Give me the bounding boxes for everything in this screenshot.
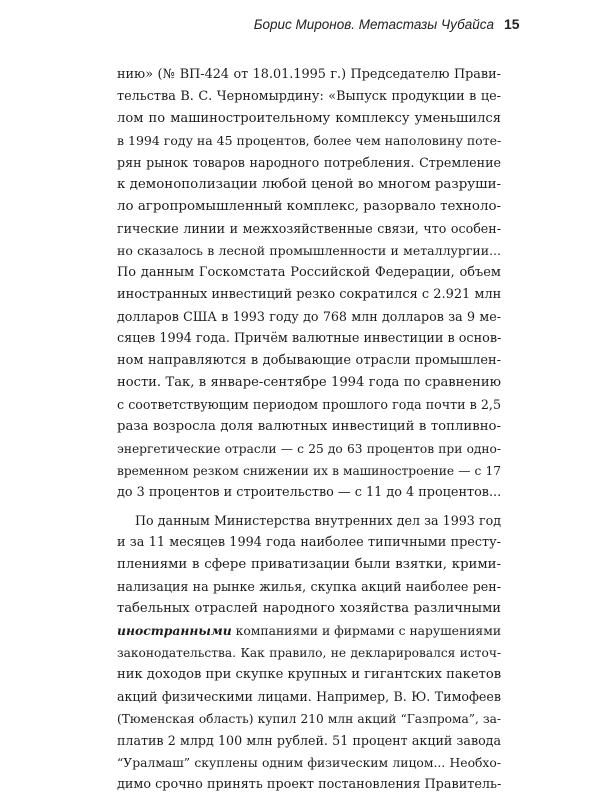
text-line: раза возросла доля валютных инвестиций в топливно- [117,419,501,434]
text-line: в 1994 году на 45 процентов, более чем наполовину поте- [117,133,502,148]
text-line: “Уралмаш” скуплены одним физическим лицом... Необхо- [117,756,501,770]
text-line: (Тюменская область) купил 210 млн акций “Газпрома”, за- [117,712,501,726]
paragraph-2 [117,510,501,796]
text-line: ном направляются в добывающие отрасли промышлен- [117,353,501,368]
text-line: ло агропромышленный комплекс, разорвало техноло- [117,199,502,214]
text-line: рян рынок товаров народного потребления. Стремление [117,155,501,170]
emphasis: иностранными [117,623,232,638]
text-line: и за 11 месяцев 1994 года наиболее типичными престу- [117,535,501,550]
text-line: лом по машиностроительному комплексу уменьшился [117,111,501,126]
text-line: долларов США в 1993 году до 768 млн долларов за 9 ме- [117,309,501,324]
text-line: гические линии и межхозяйственные связи, что особен- [117,221,501,236]
text-line: к демонополизации любой ценой во многом разруши- [117,177,502,192]
text-line: По данным Госкомстата Российской Федерации, объем [117,265,501,280]
text-line: димо срочно принять проект постановления Правитель- [117,777,502,792]
paragraph-1 [117,64,501,504]
text-line: акций физическими лицами. Например, В. Ю. Тимофеев [117,689,501,704]
text-line: По данным Министерства внутренних дел за 1993 год [135,513,501,528]
text-fragment: компаниями и фирмами с нарушениями [235,624,502,638]
page-number: 15 [504,16,520,32]
text-line: иностранных инвестиций резко сократился с 2.921 млн [117,287,502,302]
text-line: плениями в сфере приватизации были взятки, крими- [117,557,501,572]
text-line: но сказалось в лесной промышленности и металлургии... [117,243,501,258]
text-line: сяцев 1994 года. Причём валютные инвестиции в основ- [117,331,502,346]
text-line: нию» (№ ВП-424 от 18.01.1995 г.) Председателю Прави- [117,67,501,82]
text-line: тельства В. С. Черномырдину: «Выпуск продукции в це- [117,89,501,104]
text-line: законодательства. Как правило, не декларировался источ- [117,646,501,660]
text-line: с соответствующим периодом прошлого года почти в 2,5 [117,397,501,412]
text-line: энергетические отрасли — с 25 до 63 процентов при одно- [117,442,501,456]
running-head: Борис Миронов. Метастазы Чубайса [253,17,494,32]
text-line: табельных отраслей народного хозяйства различными [117,601,501,616]
text-line: ник доходов при скупке крупных и гигантских пакетов [117,667,502,682]
body-text [117,64,501,796]
text-line: ности. Так, в январе-сентябре 1994 года по сравнению [117,375,501,390]
text-line: временном резком снижении их в машиностроение — с 17 [117,464,501,478]
text-line [117,620,501,642]
text-line: нализация на рынке жилья, скупка акций наиболее рен- [117,579,501,594]
text-line: до 3 процентов и строительство — с 11 до 4 процентов... [117,485,502,500]
text-line: платив 2 млрд 100 млн рублей. 51 процент акций завода [117,733,501,748]
